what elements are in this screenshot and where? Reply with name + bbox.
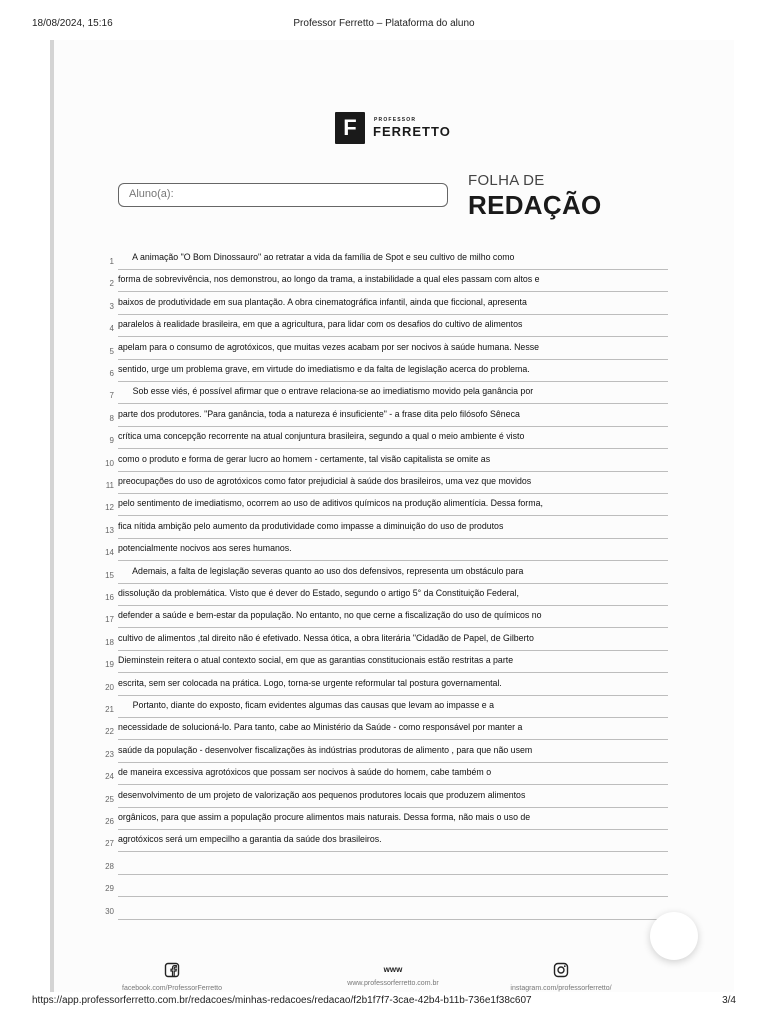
line-text: como o produto e forma de gerar lucro ao homem - certamente, tal visão capitalista se omite as (118, 453, 491, 464)
line-text: necessidade de solucioná-lo. Para tanto, cabe ao Ministério da Saúde - como responsável por manter a (118, 722, 523, 733)
line-number: 13 (105, 525, 114, 535)
line-text: preocupações do uso de agrotóxicos como fator prejudicial à saúde dos brasileiros, uma vez que movidos (118, 476, 532, 486)
print-url: https://app.professorferretto.com.br/redacoes/minhas-redacoes/redacao/f2b1f7f7-3cae-42b4-b11b-736e1f38c607 (32, 995, 532, 1006)
essay-line (50, 763, 734, 785)
line-number: 22 (105, 727, 114, 737)
essay-line (50, 562, 734, 584)
line-number: 29 (105, 884, 114, 894)
instagram-link[interactable] (491, 962, 631, 992)
line-number: 28 (105, 861, 114, 871)
essay-line (50, 427, 734, 449)
line-number: 18 (105, 637, 114, 647)
website-caption: www.professorferretto.com.br (347, 980, 439, 987)
line-text: escrita, sem ser colocada na prática. Logo, torna-se urgente reformular tal postura governamental. (118, 677, 502, 688)
line-number: 24 (105, 772, 114, 782)
floating-action-button[interactable] (650, 912, 698, 960)
essay-line (50, 248, 734, 270)
line-number: 17 (105, 615, 114, 625)
facebook-link[interactable] (102, 962, 242, 992)
essay-line (50, 651, 734, 673)
www-icon: www (383, 965, 403, 974)
logo-small-text: PROFESSOR (374, 117, 417, 123)
essay-line (50, 382, 734, 404)
essay-line (50, 629, 734, 651)
essay-line (50, 808, 734, 830)
line-number: 3 (109, 301, 114, 311)
line-number: 20 (105, 682, 114, 692)
line-number: 15 (105, 570, 114, 580)
line-number: 6 (109, 369, 114, 378)
line-number: 10 (105, 458, 114, 468)
line-number: 21 (105, 705, 114, 714)
line-number: 23 (105, 749, 114, 759)
line-text: apelam para o consumo de agrotóxicos, que muitas vezes acabam por ser nocivos à saúde humana. Nesse (118, 341, 540, 352)
essay-line (50, 875, 734, 897)
line-text: desenvolvimento de um projeto de valorização aos pequenos produtores locais que produzem alimentos (118, 789, 526, 800)
essay-line (50, 696, 734, 718)
essay-line (50, 786, 734, 808)
student-name-label: Aluno(a): (129, 188, 174, 200)
print-footer (0, 994, 768, 1010)
line-text: cultivo de alimentos ,tal direito não é efetivado. Nessa ótica, a obra literária "Cidadão de Papel, de Gilberto (118, 632, 534, 643)
line-number: 8 (109, 413, 114, 423)
essay-line (50, 472, 734, 494)
essay-line (50, 539, 734, 561)
line-text: Portanto, diante do exposto, ficam evidentes algumas das causas que levam ao impasse e a (118, 700, 495, 710)
essay-line (50, 494, 734, 516)
essay-line (50, 853, 734, 875)
line-text: crítica uma concepção recorrente na atual conjuntura brasileira, segundo a qual o meio ambiente é visto (118, 431, 525, 442)
heading-redacao: REDAÇÃO (468, 190, 602, 220)
line-number: 7 (109, 391, 114, 401)
facebook-icon (164, 962, 180, 978)
line-text: potencialmente nocivos aos seres humanos. (118, 543, 292, 554)
line-number: 27 (105, 839, 114, 849)
line-text: paralelos à realidade brasileira, em que a agricultura, para lidar com os desafios do cultivo de alimentos (118, 319, 523, 330)
line-number: 16 (105, 593, 114, 602)
line-number: 12 (105, 503, 114, 513)
line-text: agrotóxicos será um empecilho a garantia da saúde dos brasileiros. (118, 834, 382, 845)
line-number: 19 (105, 660, 114, 670)
print-header (0, 14, 768, 32)
essay-line (50, 674, 734, 696)
essay-line (50, 315, 734, 337)
line-text: Dieminstein reitera o atual contexto social, em que as garantias constitucionais estão restritas a parte (118, 655, 514, 666)
line-text: orgânicos, para que assim a população procure alimentos mais naturais. Dessa forma, não mais o uso de (118, 812, 531, 822)
line-number: 26 (105, 817, 114, 826)
line-number: 14 (105, 548, 114, 558)
essay-sheet (50, 40, 734, 992)
logo-mark-letter: F (343, 115, 357, 140)
line-number: 2 (109, 279, 114, 289)
print-page-counter: 3/4 (722, 995, 736, 1006)
line-number: 9 (109, 436, 114, 446)
line-text: fica nítida ambição pelo aumento da produtividade como impasse a diminuição do uso de produtos (118, 520, 504, 531)
line-number: 1 (109, 257, 114, 266)
line-text: Sob esse viés, é possível afirmar que o entrave relaciona-se ao imediatismo movido pela ganância por (118, 386, 534, 397)
essay-line (50, 517, 734, 539)
line-number: 11 (105, 481, 114, 490)
essay-line (50, 293, 734, 315)
line-text: A animação "O Bom Dinossauro" ao retratar a vida da família de Spot e seu cultivo de milho como (118, 252, 515, 262)
line-text: baixos de produtividade em sua plantação. A obra cinematográfica infantil, ainda que ficcional, apresenta (118, 296, 527, 307)
heading-folha-de: FOLHA DE (468, 172, 545, 189)
instagram-icon (553, 962, 569, 978)
logo-big-text: FERRETTO (373, 124, 451, 139)
essay-line (50, 584, 734, 606)
essay-line (50, 270, 734, 292)
facebook-caption: facebook.com/ProfessorFerretto (122, 985, 222, 992)
essay-line (50, 830, 734, 852)
essay-line (50, 741, 734, 763)
line-number: 4 (109, 324, 114, 334)
student-name-field (118, 183, 448, 207)
print-datetime: 18/08/2024, 15:16 (32, 18, 113, 29)
line-text: dissolução da problemática. Visto que é dever do Estado, segundo o artigo 5° da Constituição Federal, (118, 588, 519, 598)
essay-line (50, 405, 734, 427)
ruled-line (118, 919, 668, 920)
website-link[interactable] (323, 962, 463, 987)
line-text: Ademais, a falta de legislação severas quanto ao uso dos defensivos, representa um obstáculo para (118, 565, 524, 576)
line-text: de maneira excessiva agrotóxicos que possam ser nocivos à saúde do homem, cabe também o (118, 767, 492, 778)
essay-line (50, 450, 734, 472)
instagram-caption: instagram.com/professorferretto/ (510, 985, 612, 992)
print-page-title: Professor Ferretto – Plataforma do aluno (293, 18, 475, 29)
essay-line (50, 606, 734, 628)
essay-line (50, 898, 734, 920)
sheet-footer (50, 962, 734, 992)
essay-line (50, 360, 734, 382)
line-text: saúde da população - desenvolver fiscalizações às indústrias produtoras de alimento , para que não usem (118, 744, 533, 755)
line-number: 30 (105, 906, 114, 916)
line-text: sentido, urge um problema grave, em virtude do imediatismo e da falta de legislação acerca do problema. (118, 364, 530, 374)
line-text: parte dos produtores. "Para ganância, toda a natureza é insuficiente" - a frase dita pelo filósofo Sêneca (118, 408, 520, 419)
essay-line (50, 718, 734, 740)
logo-mark (335, 112, 365, 144)
essay-line (50, 338, 734, 360)
line-text: defender a saúde e bem-estar da população. No entanto, no que cerne a fiscalização do uso de químicos no (118, 610, 542, 621)
line-number: 5 (109, 346, 114, 356)
line-number: 25 (105, 794, 114, 804)
line-text: forma de sobrevivência, nos demonstrou, ao longo da trama, a instabilidade a qual eles passam com altos e (118, 274, 540, 285)
line-text: pelo sentimento de imediatismo, ocorrem ao uso de aditivos químicos na produção alimentícia. Dessa forma, (118, 498, 543, 509)
